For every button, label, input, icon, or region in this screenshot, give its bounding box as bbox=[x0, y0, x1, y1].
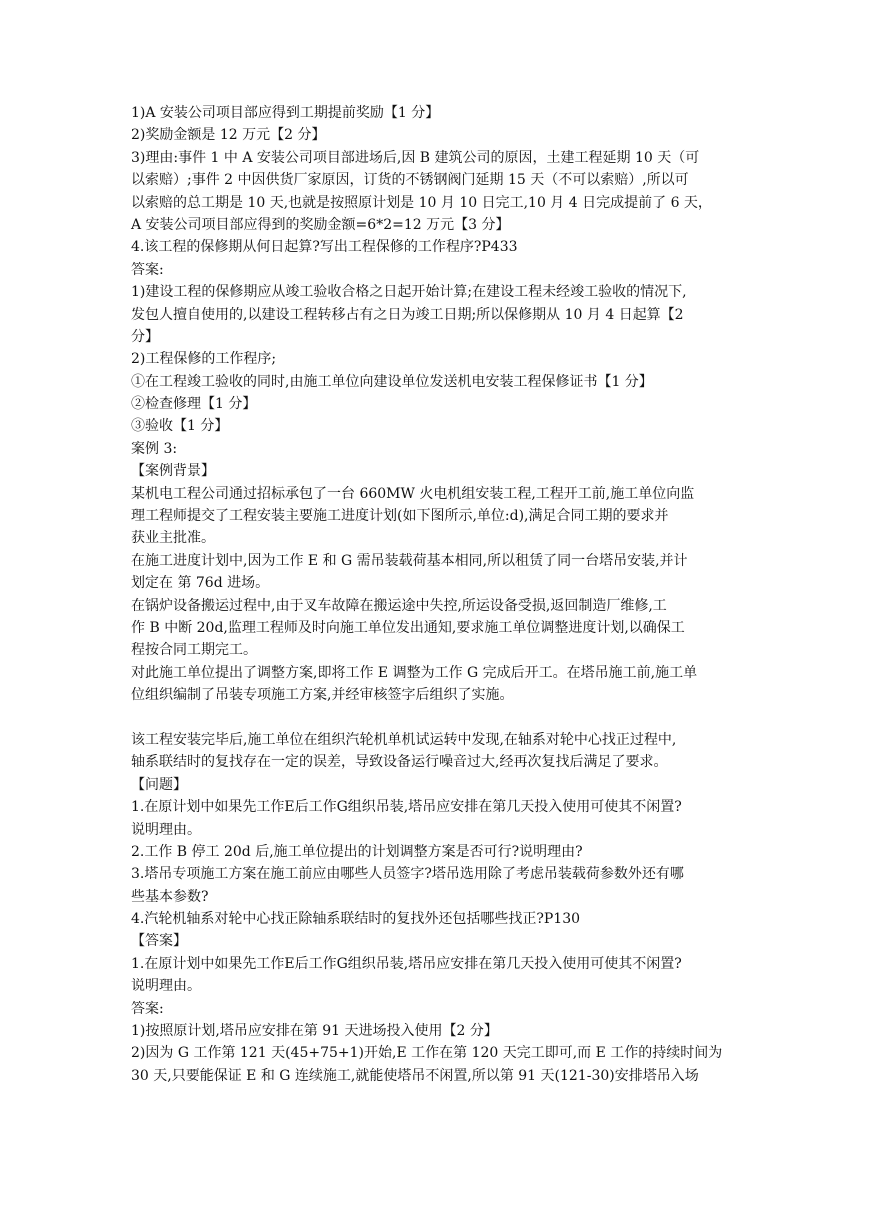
section-heading: 【问题】 bbox=[131, 776, 187, 793]
text-line: 对此施工单位提出了调整方案,即将工作 E 调整为工作 G 完成后开工。在塔吊施工前,施工单 bbox=[131, 664, 698, 681]
text-line: 2)奖励金额是 12 万元【2 分】 bbox=[131, 127, 326, 144]
text-line: A 安装公司项目部应得到的奖励金额=6*2=12 万元【3 分】 bbox=[131, 216, 510, 233]
question-line: 2.工作 B 停工 20d 后,施工单位提出的计划调整方案是否可行?说明理由? bbox=[131, 843, 583, 860]
text-line: 在锅炉设备搬运过程中,由于叉车故障在搬运途中失控,所运设备受损,返回制造厂维修,工 bbox=[131, 597, 667, 614]
text-line: 1)按照原计划,塔吊应安排在第 91 天进场投入使用【2 分】 bbox=[131, 1023, 498, 1040]
case-heading: 案例 3: bbox=[131, 440, 178, 457]
question-line: 1.在原计划中如果先工作E后工作G组织吊装,塔吊应安排在第几天投入使用可使其不闲置? bbox=[131, 955, 682, 972]
question-line: 3.塔吊专项施工方案在施工前应由哪些人员签字?塔吊选用除了考虑吊装载荷参数外还有哪 bbox=[131, 866, 684, 883]
text-line: 程按合同工期完工。 bbox=[131, 642, 257, 659]
text-line: 1)建设工程的保修期应从竣工验收合格之日起开始计算;在建设工程未经竣工验收的情况下, bbox=[131, 284, 687, 301]
text-line: 2)工程保修的工作程序; bbox=[131, 351, 277, 368]
question-line: 1.在原计划中如果先工作E后工作G组织吊装,塔吊应安排在第几天投入使用可使其不闲置? bbox=[131, 799, 682, 816]
text-line: 获业主批准。 bbox=[131, 530, 215, 547]
text-line: 以索赔的总工期是 10 天,也就是按照原计划是 10 月 10 日完工,10 月 4 日完成提前了 6 天， bbox=[131, 194, 712, 211]
blank-line bbox=[131, 707, 746, 729]
text-line: 30 天,只要能保证 E 和 G 连续施工,就能使塔吊不闲置,所以第 91 天(121-30)安排塔吊入场 bbox=[131, 1067, 699, 1084]
text-line: 划定在 第 76d 进场。 bbox=[131, 575, 270, 592]
question-line: 些基本参数? bbox=[131, 888, 209, 905]
text-line: 3)理由:事件 1 中 A 安装公司项目部进场后,因 B 建筑公司的原因，土建工程延期 10 天（可 bbox=[131, 149, 700, 166]
document-page bbox=[131, 102, 746, 1087]
text-line: 作 B 中断 20d,监理工程师及时向施工单位发出通知,要求施工单位调整进度计划,以确保工 bbox=[131, 619, 685, 636]
text-line: ②检查修理【1 分】 bbox=[131, 396, 257, 413]
question-line: 4.汽轮机轴系对轮中心找正除轴系联结时的复找外还包括哪些找正?P130 bbox=[131, 911, 581, 928]
text-line: 位组织编制了吊装专项施工方案,并经审核签字后组织了实施。 bbox=[131, 687, 514, 704]
text-line: 该工程安装完毕后,施工单位在组织汽轮机单机试运转中发现,在轴系对轮中心找正过程中, bbox=[131, 731, 677, 748]
section-heading: 【答案】 bbox=[131, 933, 187, 950]
text-line: 1)A 安装公司项目部应得到工期提前奖励【1 分】 bbox=[131, 105, 440, 121]
text-line: 发包人擅自使用的,以建设工程转移占有之日为竣工日期;所以保修期从 10 月 4 日起算【2 bbox=[131, 306, 684, 323]
text-line: ①在工程竣工验收的同时,由施工单位向建设单位发送机电安装工程保修证书【1 分】 bbox=[131, 373, 653, 390]
question-line: 说明理由。 bbox=[131, 978, 201, 995]
text-line: 2)因为 G 工作第 121 天(45+75+1)开始,E 工作在第 120 天完工即可,而 E 工作的持续时间为 bbox=[131, 1045, 723, 1062]
text-line: 轴系联结时的复找存在一定的误差，导致设备运行噪音过大,经再次复找后满足了要求。 bbox=[131, 754, 668, 771]
text-line: 以索赔）;事件 2 中因供货厂家原因，订货的不锈钢阀门延期 15 天（不可以索赔）,所以可 bbox=[131, 172, 689, 189]
answer-label: 答案: bbox=[131, 261, 164, 278]
answer-label: 答案: bbox=[131, 1000, 164, 1017]
section-heading: 【案例背景】 bbox=[131, 463, 215, 480]
text-line: 理工程师提交了工程安装主要施工进度计划(如下图所示,单位:d),满足合同工期的要求并 bbox=[131, 508, 669, 525]
question-heading: 4.该工程的保修期从何日起算?写出工程保修的工作程序?P433 bbox=[131, 239, 518, 256]
text-line: ③验收【1 分】 bbox=[131, 418, 229, 435]
question-line: 说明理由。 bbox=[131, 821, 201, 838]
text-line: 在施工进度计划中,因为工作 E 和 G 需吊装载荷基本相同,所以租赁了同一台塔吊安装,并计 bbox=[131, 552, 688, 569]
text-line: 某机电工程公司通过招标承包了一台 660MW 火电机组安装工程,工程开工前,施工单位向监 bbox=[131, 485, 695, 502]
text-line: 分】 bbox=[131, 328, 159, 345]
